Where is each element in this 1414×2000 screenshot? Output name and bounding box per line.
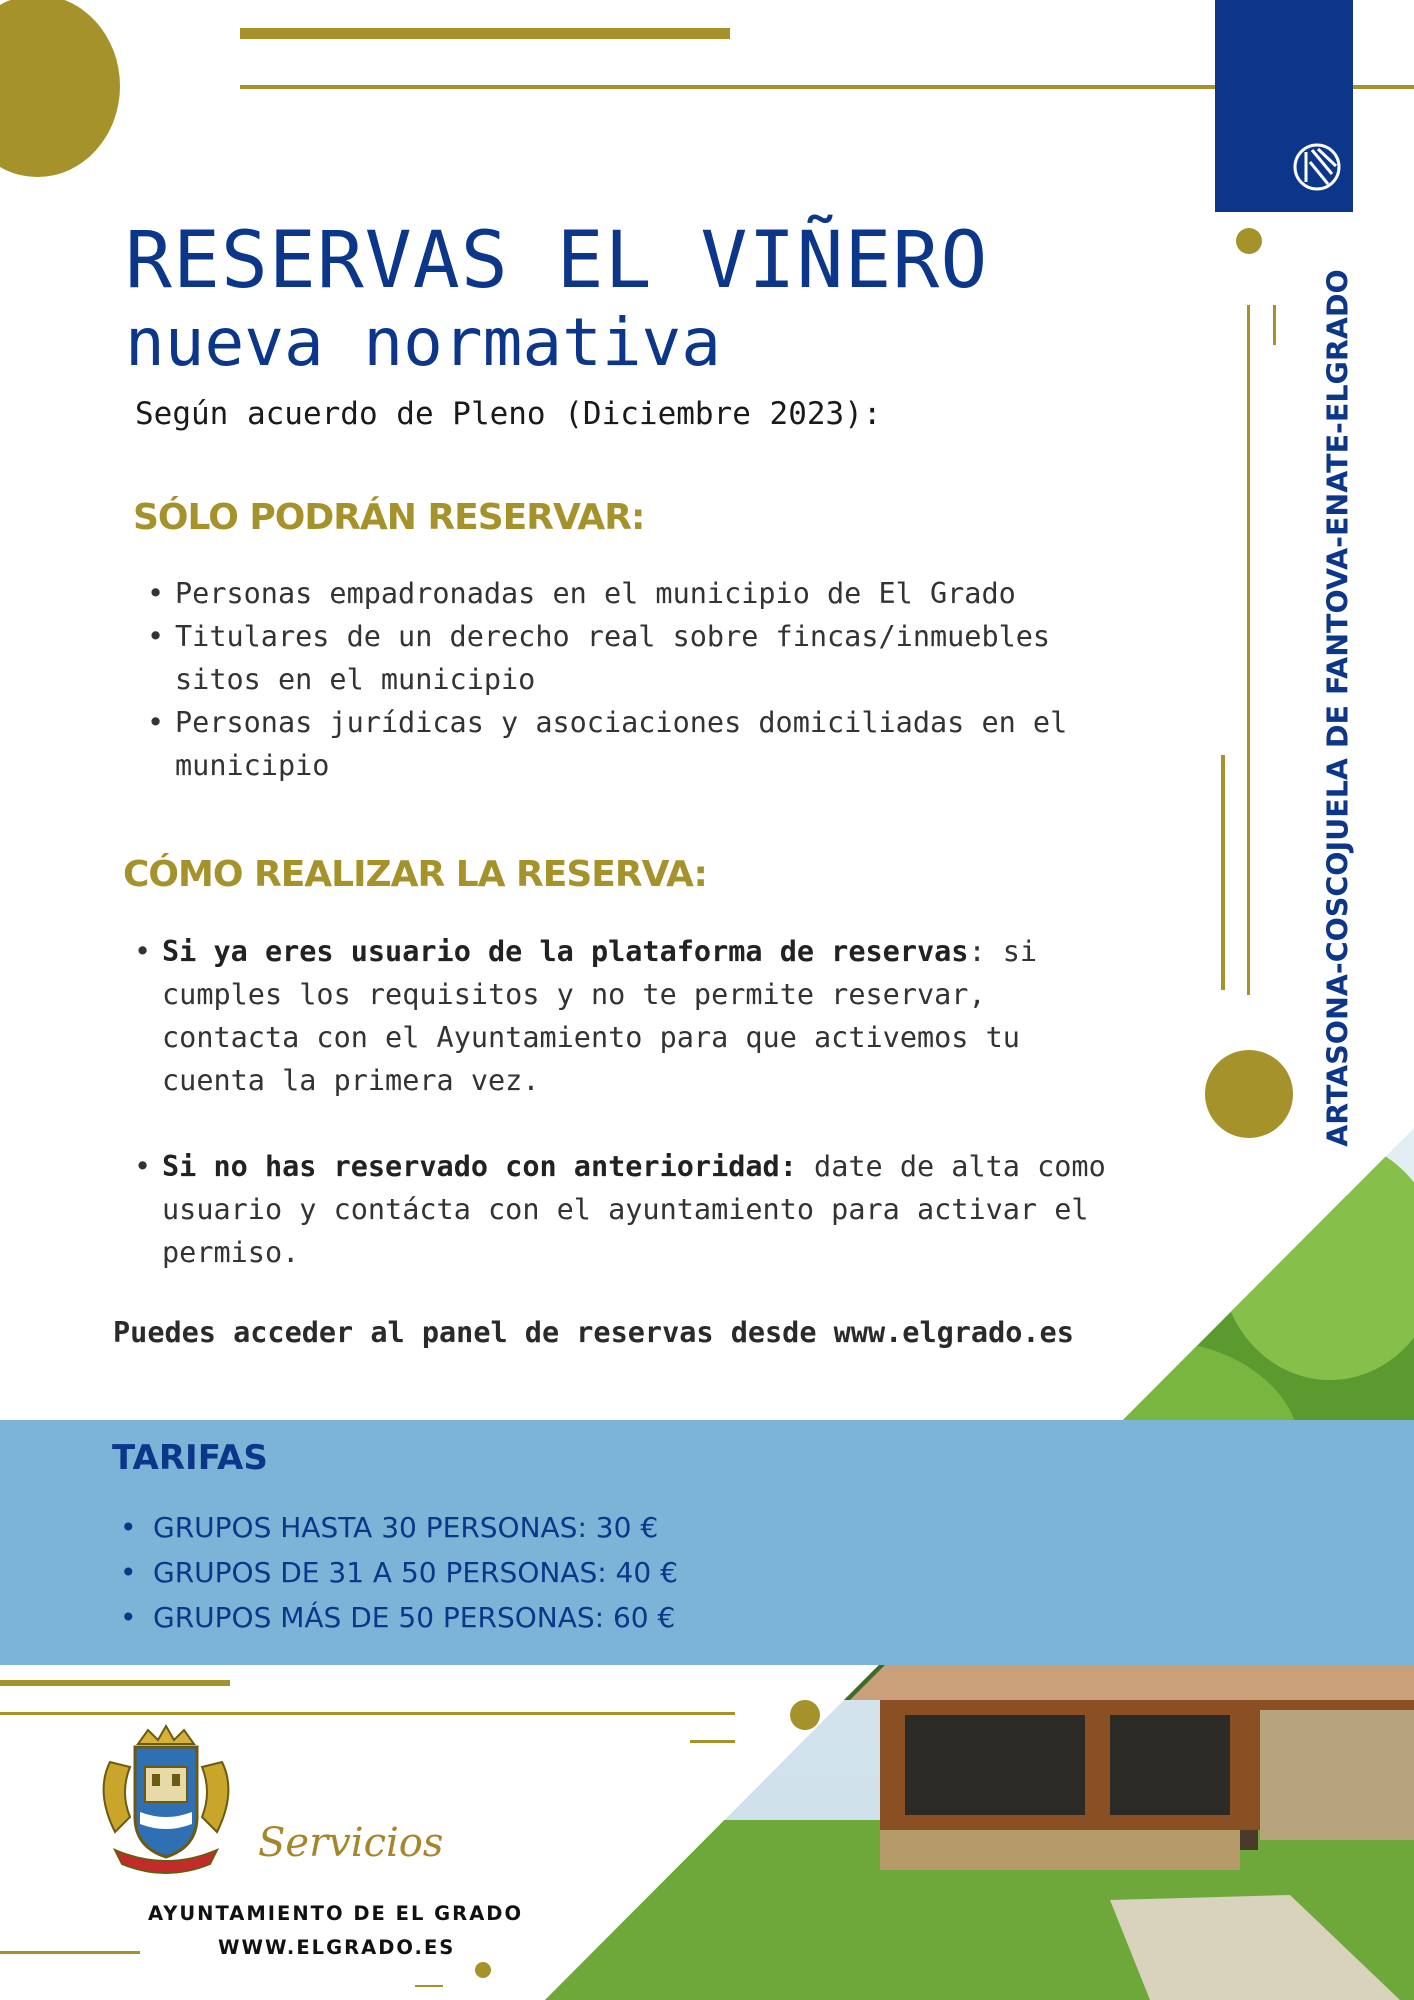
decorative-line	[690, 1740, 735, 1743]
page-title: RESERVAS EL VIÑERO	[125, 216, 989, 306]
tarifa-item: • GRUPOS MÁS DE 50 PERSONAS: 60 €	[115, 1595, 678, 1640]
access-note: Puedes acceder al panel de reservas desde www.elgrado.es	[113, 1316, 1074, 1349]
list-item	[130, 930, 1130, 1102]
page-subtitle: nueva normativa	[125, 304, 722, 381]
list-item: • Personas empadronadas en el municipio de El Grado	[143, 572, 1143, 615]
decorative-line	[0, 1712, 735, 1715]
ayuntamiento-name: AYUNTAMIENTO DE EL GRADO	[148, 1902, 524, 1925]
servicios-logo: Servicios	[258, 1820, 444, 1866]
decorative-line	[0, 1951, 140, 1954]
list-item: • Personas jurídicas y asociaciones domiciliadas en el municipio	[143, 701, 1143, 787]
how-to-book-list	[130, 930, 1130, 1317]
who-can-book-heading: SÓLO PODRÁN RESERVAR:	[133, 497, 645, 538]
decorative-line	[0, 1680, 230, 1686]
side-villages-label: ARTASONA-COSCOJUELA DE FANTOVA-ENATE-ELGRADO	[1321, 268, 1355, 1147]
list-item-bold: Si no has reservado con anterioridad:	[162, 1150, 797, 1183]
decorative-dot	[790, 1700, 820, 1730]
decorative-line	[415, 1985, 443, 1987]
who-can-book-list	[143, 572, 1143, 787]
tarifas-heading: TARIFAS	[112, 1438, 268, 1478]
list-item-text: date de alta como usuario y contácta con el ayuntamiento para activar el permiso.	[162, 1150, 1106, 1269]
list-item-text: : si cumples los requisitos y no te permite reservar, contacta con el Ayuntamiento para que activemos tu cuenta la primera vez.	[162, 935, 1038, 1097]
how-to-book-heading: CÓMO REALIZAR LA RESERVA:	[123, 854, 707, 895]
list-item: • Titulares de un derecho real sobre fincas/inmuebles sitos en el municipio	[143, 615, 1143, 701]
list-item	[130, 1145, 1130, 1274]
tarifas-list	[115, 1505, 678, 1640]
tarifa-item: • GRUPOS DE 31 A 50 PERSONAS: 40 €	[115, 1550, 678, 1595]
website-url: WWW.ELGRADO.ES	[218, 1936, 456, 1959]
intro-text: Según acuerdo de Pleno (Diciembre 2023):	[135, 396, 882, 432]
list-item-bold: Si ya eres usuario de la plataforma de reservas	[162, 935, 969, 968]
tarifa-item: • GRUPOS HASTA 30 PERSONAS: 30 €	[115, 1505, 678, 1550]
decorative-dot	[475, 1962, 491, 1978]
coat-of-arms-icon	[90, 1722, 242, 1882]
